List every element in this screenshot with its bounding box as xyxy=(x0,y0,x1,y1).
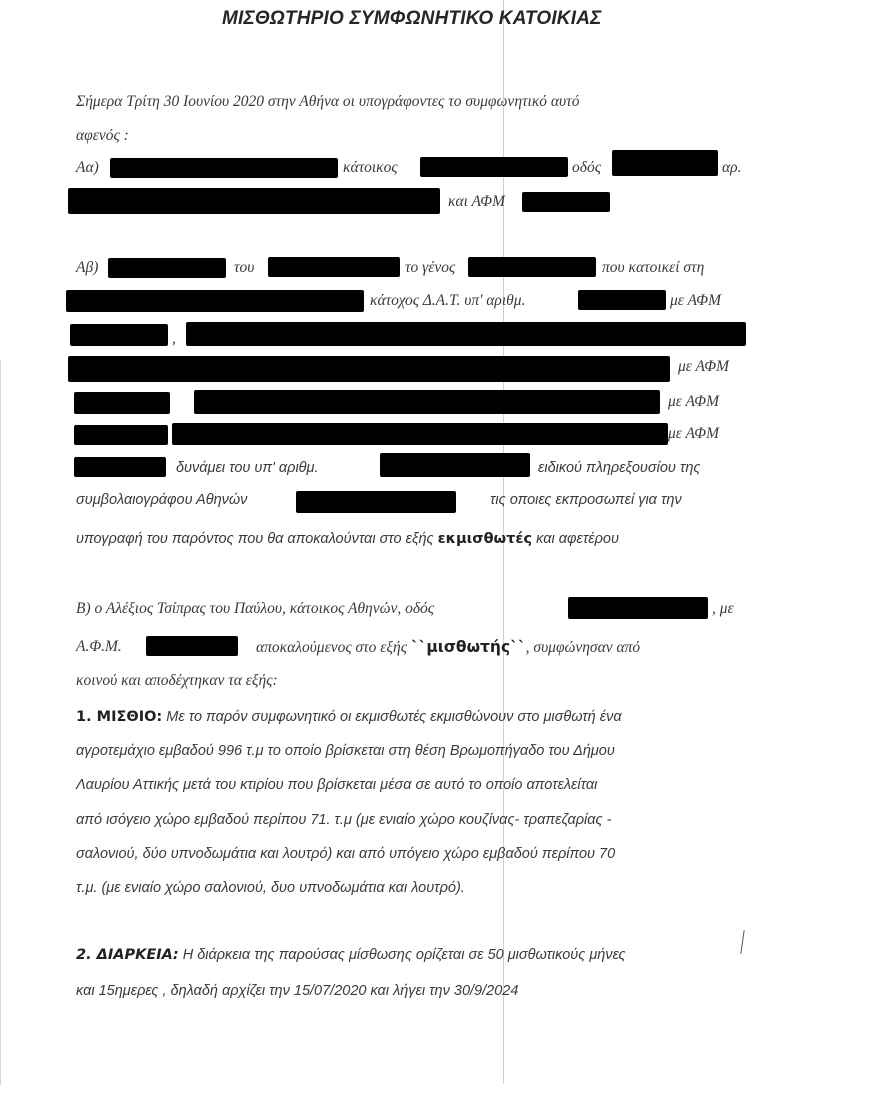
party-ab-text: με ΑΦΜ xyxy=(668,425,719,442)
redaction-box xyxy=(194,390,660,414)
party-ab-text: με ΑΦΜ xyxy=(678,358,729,375)
party-ab-text: με ΑΦΜ xyxy=(668,393,719,410)
redaction-box xyxy=(186,322,746,346)
party-b-sentence xyxy=(256,636,640,658)
intro-line-1: Σήμερα Τρίτη 30 Ιουνίου 2020 στην Αθήνα οι υπογράφοντες το συμφωνητικό αυτό xyxy=(76,93,580,110)
redaction-box xyxy=(70,324,168,346)
party-aa-label: Αα) xyxy=(76,159,99,176)
intro-line-2: αφενός : xyxy=(76,127,129,144)
redaction-box xyxy=(74,425,168,445)
party-ab-text: κάτοχος Δ.Α.Τ. υπ' αριθμ. xyxy=(370,292,526,309)
party-b-text: αποκαλούμενος στο εξής xyxy=(256,639,408,656)
section-2-text: και 15ημερες , δηλαδή αρχίζει την 15/07/2020 και λήγει την 30/9/2024 xyxy=(76,983,519,999)
redaction-box xyxy=(578,290,666,310)
pen-mark xyxy=(740,930,744,954)
redaction-box xyxy=(74,457,166,477)
party-aa-text: κάτοικος xyxy=(343,159,398,176)
section-1-text: σαλονιού, δύο υπνοδωμάτια και λουτρό) και από υπόγειο χώρο εμβαδού περίπου 70 xyxy=(76,846,616,862)
redaction-box xyxy=(468,257,596,277)
redaction-box xyxy=(268,257,400,277)
party-ab-label: Αβ) xyxy=(76,259,99,276)
party-ab-text: υπογραφή του παρόντος που θα αποκαλούνται στο εξής xyxy=(76,531,434,547)
redaction-box xyxy=(110,158,338,178)
redaction-box xyxy=(568,597,708,619)
party-b-text: , συμφώνησαν από xyxy=(525,639,641,656)
party-ab-text: το γένος xyxy=(405,259,456,276)
redaction-box xyxy=(66,290,364,312)
redaction-box xyxy=(146,636,238,656)
section-2-text: Η διάρκεια της παρούσας μίσθωσης ορίζεται σε 50 μισθωτικούς μήνες xyxy=(182,947,626,963)
redaction-box xyxy=(296,491,456,513)
party-ab-text: ειδικού πληρεξουσίου της xyxy=(538,460,701,476)
party-ab-text: του xyxy=(234,259,255,276)
redaction-box xyxy=(108,258,226,278)
redaction-box xyxy=(172,423,668,445)
party-ab-text: συμβολαιογράφου Αθηνών xyxy=(76,492,248,508)
redaction-box xyxy=(68,356,670,382)
party-aa-text: και ΑΦΜ xyxy=(448,193,505,210)
lessors-term: εκμισθωτές xyxy=(437,531,533,547)
party-ab-text: με ΑΦΜ xyxy=(670,292,721,309)
party-ab-text: τις οποιες εκπροσωπεί για την xyxy=(490,492,682,508)
section-1-text: Με το παρόν συμφωνητικό οι εκμισθωτές εκμισθώνουν στο μισθωτή ένα xyxy=(166,709,622,725)
section-2-line xyxy=(76,944,626,966)
section-1-text: τ.μ. (με ενιαίο χώρο σαλονιού, δυο υπνοδωμάτια και λουτρό). xyxy=(76,880,465,896)
party-aa-text: αρ. xyxy=(722,159,742,176)
redaction-box xyxy=(420,157,568,177)
party-b-text: Α.Φ.Μ. xyxy=(76,638,122,655)
section-1-line xyxy=(76,706,622,728)
redaction-box xyxy=(74,392,170,414)
lessee-term: ``μισθωτής`` xyxy=(410,638,526,656)
redaction-box xyxy=(612,150,718,176)
redaction-box xyxy=(522,192,610,212)
section-1-text: από ισόγειο χώρο εμβαδού περίπου 71. τ.μ (με ενιαίο χώρο κουζίνας- τραπεζαρίας - xyxy=(76,812,612,828)
section-2-heading: 2. ΔΙΑΡΚΕΙΑ: xyxy=(76,947,179,963)
redaction-box xyxy=(380,453,530,477)
party-aa-text: οδός xyxy=(572,159,601,176)
document-title: ΜΙΣΘΩΤΗΡΙΟ ΣΥΜΦΩΝΗΤΙΚΟ ΚΑΤΟΙΚΙΑΣ xyxy=(222,8,602,29)
party-ab-text: και αφετέρου xyxy=(536,531,619,547)
section-1-heading: 1. ΜΙΣΘΙΟ: xyxy=(76,709,163,725)
party-ab-text: δυνάμει του υπ' αριθμ. xyxy=(176,460,319,476)
page-edge xyxy=(0,360,1,1085)
redaction-box xyxy=(68,188,440,214)
section-1-text: αγροτεμάχιο εμβαδού 996 τ.μ το οποίο βρίσκεται στη θέση Βρωμοπήγαδο του Δήμου xyxy=(76,743,615,759)
party-ab-closing xyxy=(76,528,619,550)
party-ab-comma: , xyxy=(172,330,176,347)
party-ab-text: που κατοικεί στη xyxy=(602,259,705,276)
party-b-text: κοινού και αποδέχτηκαν τα εξής: xyxy=(76,672,278,689)
party-b-text: Β) ο Αλέξιος Τσίπρας του Παύλου, κάτοικος Αθηνών, οδός xyxy=(76,600,435,617)
section-1-text: Λαυρίου Αττικής μετά του κτιρίου που βρίσκεται μέσα σε αυτό το οποίο αποτελείται xyxy=(76,777,598,793)
party-b-text: , με xyxy=(712,600,734,617)
